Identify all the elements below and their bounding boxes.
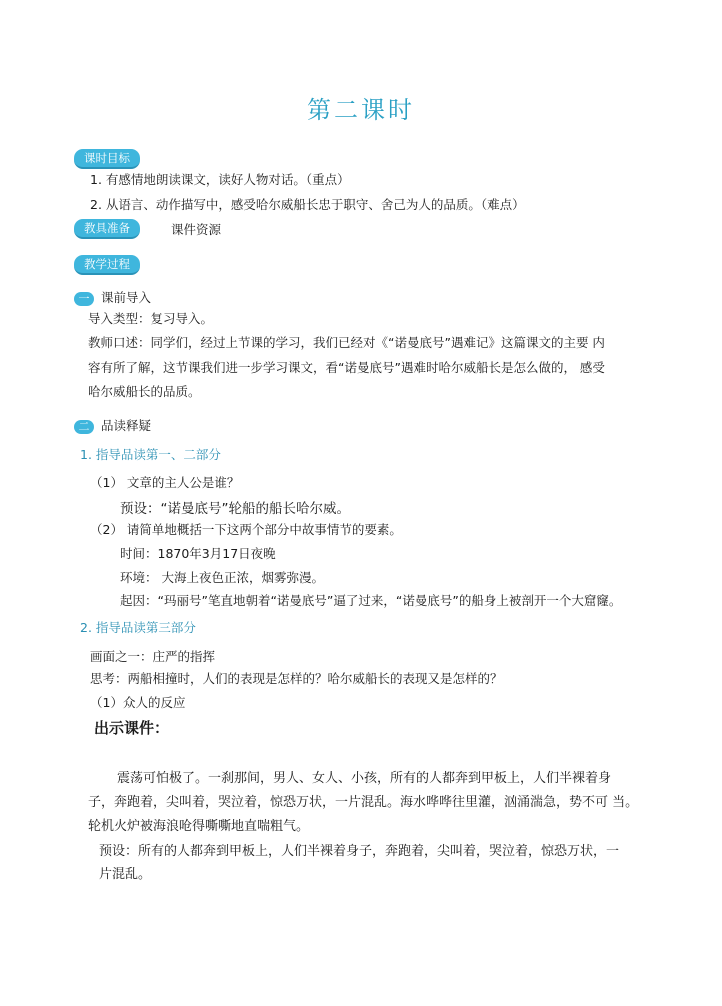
prep-tag-label: 教具准备 bbox=[74, 219, 140, 239]
part1-heading: 1. 指导品读第一、二部分 bbox=[80, 447, 221, 462]
passage-line-3: 轮机火炉被海浪呛得嘶嘶地直喘粗气。 bbox=[88, 819, 310, 834]
section1-teacher-line-1: 教师口述：同学们，经过上节课的学习，我们已经对《“诺曼底号”遇难记》这篇课文的主要 内 bbox=[88, 335, 605, 350]
part1-cause: 起因：“玛丽号”笔直地朝着“诺曼底号”逼了过来，“诺曼底号”的船身上被剖开一个大窟窿。 bbox=[120, 593, 622, 608]
section1-type: 导入类型：复习导入。 bbox=[88, 311, 214, 326]
goal-item-1: 1. 有感情地朗读课文，读好人物对话。（重点） bbox=[90, 172, 350, 187]
process-tag-label: 教学过程 bbox=[74, 255, 140, 275]
passage-line-2: 子，奔跑着，尖叫着，哭泣着，惊恐万状，一片混乱。海水哗哗往里灌，汹涌湍急，势不可 当。 bbox=[88, 795, 639, 810]
section2-number: 二 bbox=[74, 420, 94, 434]
process-tag bbox=[74, 255, 140, 275]
goals-tag-label: 课时目标 bbox=[74, 149, 140, 169]
section1-teacher-line-2: 容有所了解，这节课我们进一步学习课文，看“诺曼底号”遇难时哈尔威船长是怎么做的， 感受 bbox=[88, 360, 605, 375]
prep-text: 课件资源 bbox=[171, 222, 222, 237]
part1-time: 时间：1870年3月17日夜晚 bbox=[120, 546, 276, 561]
section1-heading bbox=[74, 288, 151, 306]
part1-question-2: （2） 请简单地概括一下这两个部分中故事情节的要素。 bbox=[90, 522, 402, 537]
section1-number: 一 bbox=[74, 292, 94, 306]
part2-scene: 画面之一：庄严的指挥 bbox=[90, 649, 216, 664]
part2-subheading-1: （1）众人的反应 bbox=[90, 695, 186, 710]
part2-show-courseware: 出示课件： bbox=[94, 719, 170, 737]
goals-tag bbox=[74, 149, 140, 169]
section2-title: 品读释疑 bbox=[100, 418, 151, 433]
part1-answer-1: 预设：“诺曼底号”轮船的船长哈尔威。 bbox=[120, 501, 350, 517]
prep-tag bbox=[74, 219, 140, 239]
section2-heading bbox=[74, 416, 151, 434]
part1-question-1: （1） 文章的主人公是谁？ bbox=[90, 475, 240, 490]
part1-environment: 环境： 大海上夜色正浓，烟雾弥漫。 bbox=[120, 570, 324, 585]
section1-title: 课前导入 bbox=[100, 290, 151, 305]
goal-item-2: 2. 从语言、动作描写中，感受哈尔威船长忠于职守、舍己为人的品质。（难点） bbox=[90, 197, 525, 212]
passage-line-1: 震荡可怕极了。一刹那间，男人、女人、小孩，所有的人都奔到甲板上，人们半裸着身 bbox=[117, 771, 612, 786]
answer-line-2: 片混乱。 bbox=[99, 867, 152, 882]
page-title: 第二课时 bbox=[307, 96, 415, 124]
answer-line-1: 预设：所有的人都奔到甲板上，人们半裸着身子，奔跑着，尖叫着，哭泣着，惊恐万状，一 bbox=[99, 844, 620, 859]
part2-heading: 2. 指导品读第三部分 bbox=[80, 620, 196, 635]
section1-teacher-line-3: 哈尔威船长的品质。 bbox=[88, 384, 201, 399]
part2-think: 思考：两船相撞时，人们的表现是怎样的？哈尔威船长的表现又是怎样的？ bbox=[90, 671, 503, 686]
